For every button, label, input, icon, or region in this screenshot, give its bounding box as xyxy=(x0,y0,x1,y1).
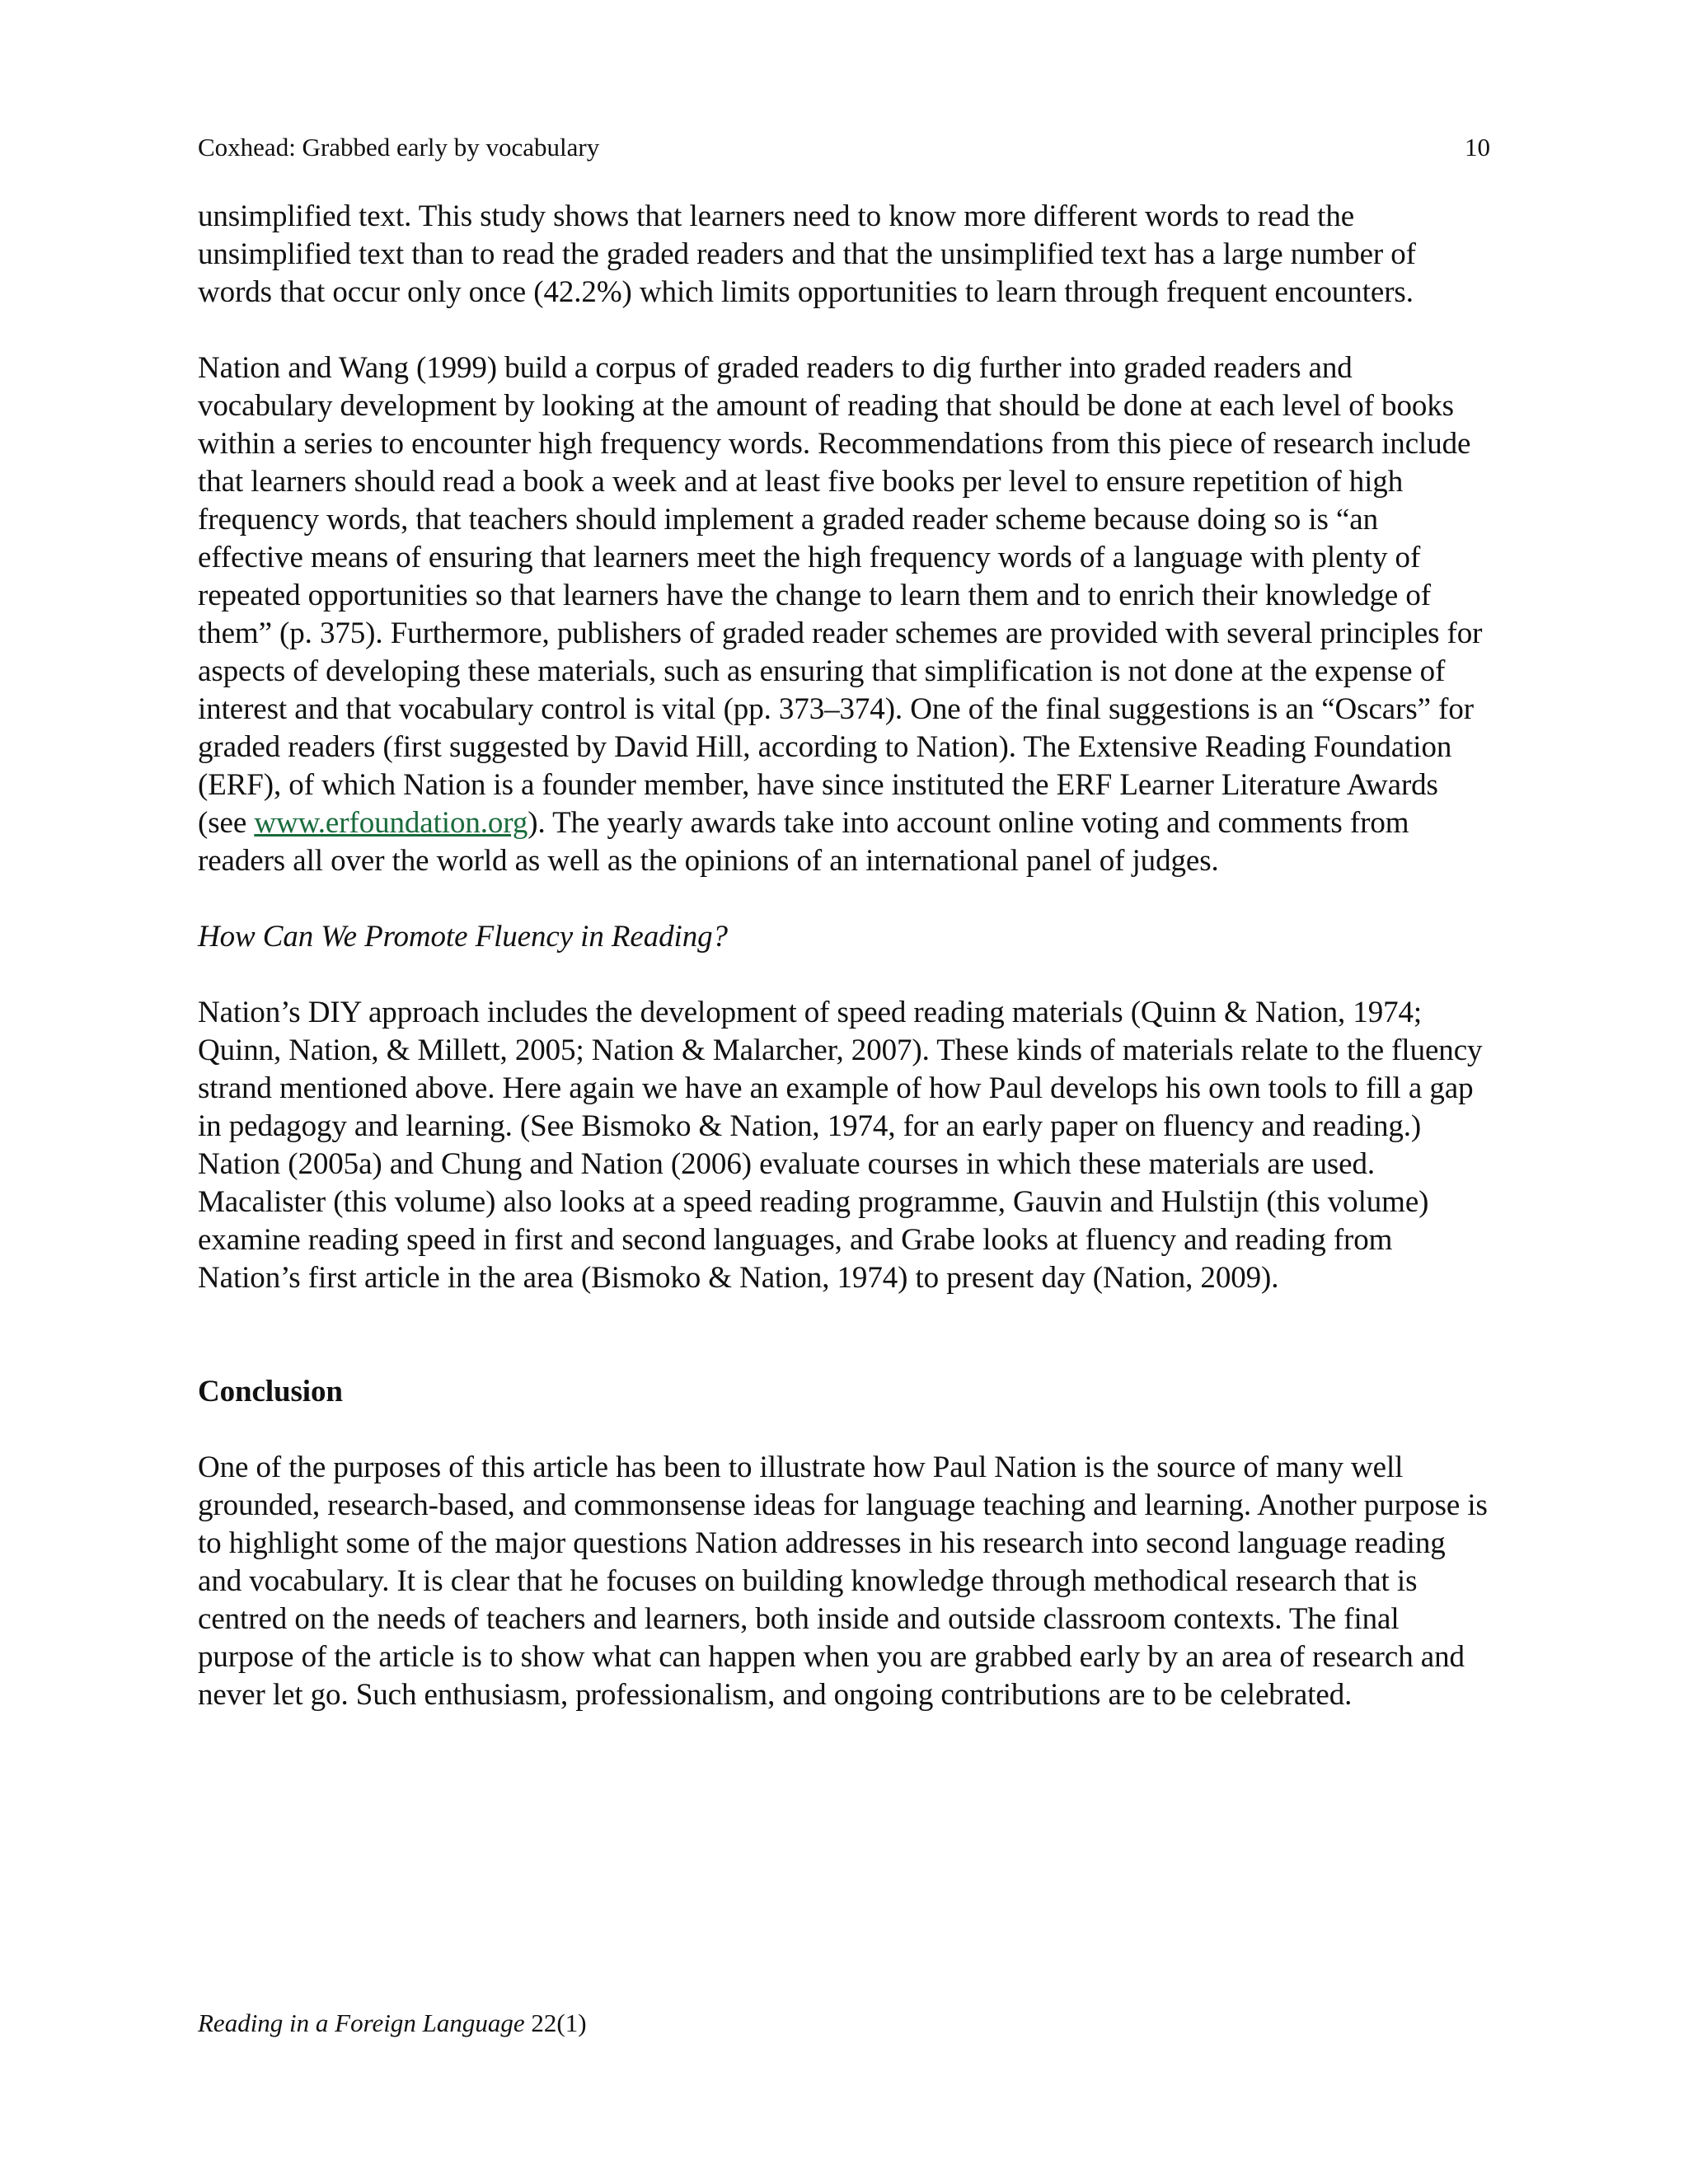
paragraph-continuation: unsimplified text. This study shows that learners need to know more different words to read the unsimplified text than to read the graded readers and that the unsimplified text has a large number of words that occur only once (42.2%) which limits opportunities to learn through frequent encounters. xyxy=(198,199,1416,309)
paragraph-fluency: Nation’s DIY approach includes the development of speed reading materials (Quinn & Nation, 1974; Quinn, Nation, & Millett, 2005; Nation & Malarcher, 2007). These kinds of materials relate to the fluency strand mentioned above. Here again we have an example of how Paul develops his own tools to fill a gap in pedagogy and learning. (See Bismoko & Nation, 1974, for an early paper on fluency and reading.) Nation (2005a) and Chung and Nation (2006) evaluate courses in which these materials are used. Macalister (this volume) also looks at a speed reading programme, Gauvin and Hulstijn (this volume) examine reading speed in first and second languages, and Grabe looks at fluency and reading from Nation’s first article in the area (Bismoko & Nation, 1974) to present day (Nation, 2009). xyxy=(198,996,1483,1295)
running-head xyxy=(198,130,1490,165)
article-body xyxy=(198,198,1490,1752)
paragraph-conclusion: One of the purposes of this article has been to illustrate how Paul Nation is the source of many well grounded, research-based, and commonsense ideas for language teaching and learning. Another purpose is to highlight some of the major questions Nation addresses in his research into second language reading and vocabulary. It is clear that he focuses on building knowledge through methodical research that is centred on the needs of teachers and learners, both inside and outside classroom contexts. The final purpose of the article is to show what can happen when you are grabbed early by an area of research and never let go. Such enthusiasm, professionalism, and ongoing contributions are to be celebrated. xyxy=(198,1451,1488,1712)
running-head-title: Coxhead: Grabbed early by vocabulary xyxy=(198,133,600,162)
section-heading-fluency: How Can We Promote Fluency in Reading? xyxy=(198,920,728,954)
erfoundation-link[interactable]: www.erfoundation.org xyxy=(254,806,528,840)
paragraph-nation-wang-text: Nation and Wang (1999) build a corpus of graded readers to dig further into graded readers and vocabulary development by looking at the amount of reading that should be done at each level of books within a series to encounter high frequency words. Recommendations from this piece of research include that learners should read a book a week and at least five books per level to ensure repetition of high frequency words, that teachers should implement a graded reader scheme because doing so is “an effective means of ensuring that learners meet the high frequency words of a language with plenty of repeated opportunities so that learners have the change to learn them and to enrich their knowledge of them” (p. 375). Furthermore, publishers of graded reader schemes are provided with several principles for aspects of developing these materials, such as ensuring that simplification is not done at the expense of interest and that vocabulary control is vital (pp. 373–374). One of the final suggestions is an “Oscars” for graded readers (first suggested by David Hill, according to Nation). The Extensive Reading Foundation (ERF), of which Nation is a founder member, have since instituted the ERF Learner Literature Awards (see xyxy=(198,351,1483,840)
section-heading-conclusion: Conclusion xyxy=(198,1375,343,1408)
paragraph-nation-wang-text-end: ). The yearly awards take into account online voting and comments from readers all over the world as well as the opinions of an international panel of judges. xyxy=(198,806,1409,878)
page-number: 10 xyxy=(1465,133,1490,162)
footer-issue: 22(1) xyxy=(524,2008,587,2037)
document-page xyxy=(198,0,1490,2184)
paragraph-nation-wang xyxy=(198,349,1490,880)
footer-journal-name: Reading in a Foreign Language xyxy=(198,2008,525,2037)
page-footer xyxy=(198,2006,587,2041)
